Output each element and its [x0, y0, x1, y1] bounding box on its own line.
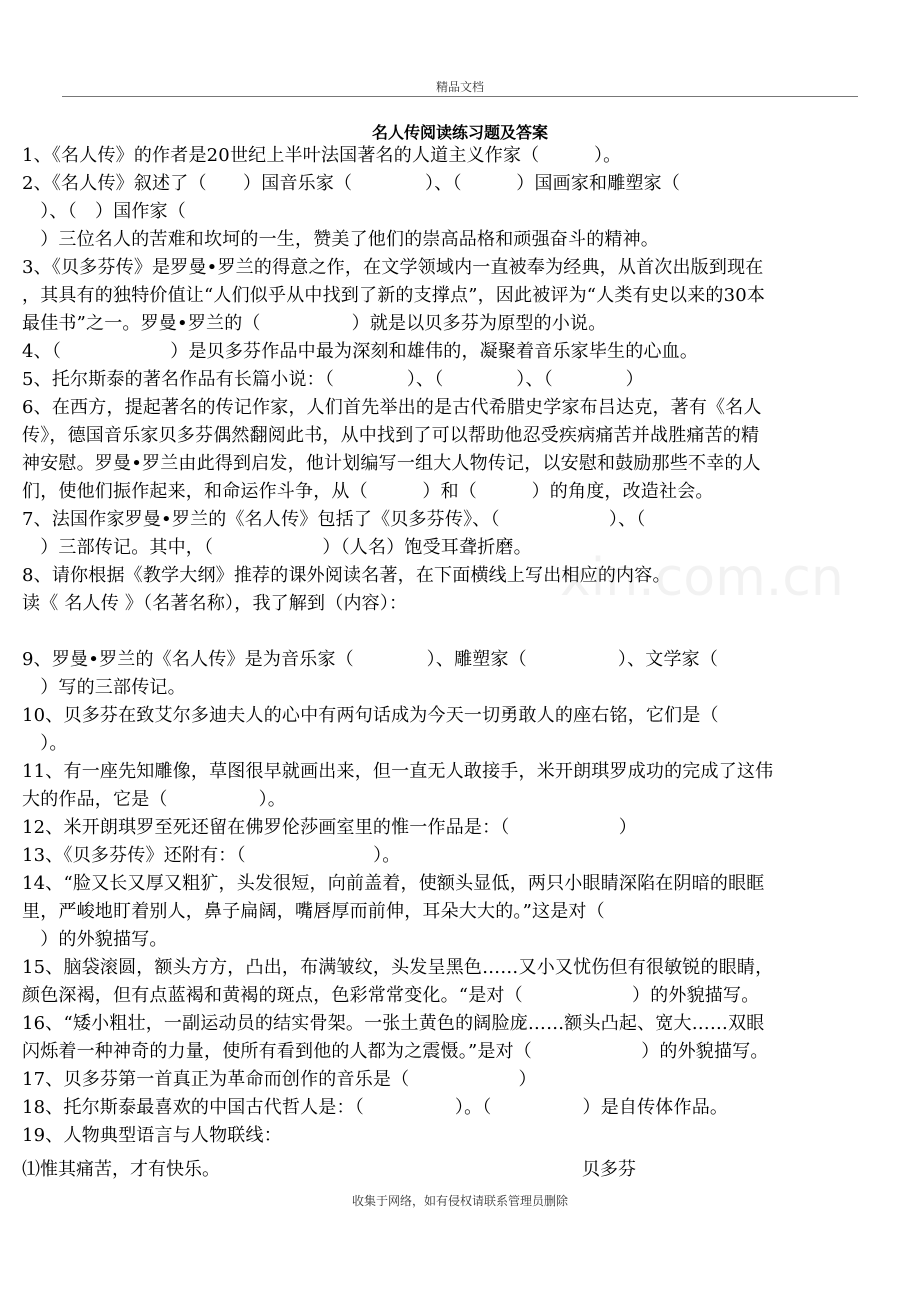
question-line: 6、在西方，提起著名的传记作家，人们首先举出的是古代希腊史学家布吕达克，著有《名人 — [22, 397, 762, 418]
question-line: 2、《名人传》叙述了（ ）国音乐家（ ）、（ ）国画家和雕塑家（ — [22, 173, 681, 194]
question-line: 12、米开朗琪罗至死还留在佛罗伦莎画室里的惟一作品是：（ ） — [22, 817, 637, 838]
question-line: 10、贝多芬在致艾尔多迪夫人的心中有两句话成为今天一切勇敢人的座右铭，它们是（ — [22, 705, 719, 726]
question-line: 闪烁着一种神奇的力量，使所有看到他的人都为之震慑。”是对（ ）的外貌描写。 — [22, 1041, 769, 1062]
matching-quote: ⑴惟其痛苦，才有快乐。 — [22, 1159, 220, 1180]
question-line: 13、《贝多芬传》还附有：（ ）。 — [22, 845, 401, 866]
question-line: ）、（ ）国作家（ — [22, 201, 186, 222]
question-line: ）的外貌描写。 — [22, 929, 168, 950]
watermark: xin.com.cn — [560, 548, 844, 608]
question-line: ）三位名人的苦难和坎坷的一生，赞美了他们的崇高品格和顽强奋斗的精神。 — [22, 229, 659, 250]
question-line: 15、脑袋滚圆，额头方方，凸出，布满皱纹，头发呈黑色……又小又忧伤但有很敏锐的眼睛， — [22, 957, 774, 978]
question-line: 最佳书”之一。罗曼•罗兰的（ ）就是以贝多芬为原型的小说。 — [22, 313, 607, 334]
question-line: 神安慰。罗曼•罗兰由此得到启发，他计划编写一组大人物传记，以安慰和鼓励那些不幸的人 — [22, 453, 761, 474]
question-list — [22, 142, 900, 1150]
question-line: ，其具有的独特价值让“人们似乎从中找到了新的支撑点”，因此被评为“人类有史以来的30本 — [22, 285, 766, 306]
question-line: 大的作品，它是（ ）。 — [22, 789, 286, 810]
page-footer: 收集于网络，如有侵权请联系管理员删除 — [351, 1194, 568, 1208]
question-line: 们，使他们振作起来，和命运作斗争，从（ ）和（ ）的角度，改造社会。 — [22, 481, 714, 502]
question-line: 4、（ ）是贝多芬作品中最为深刻和雄伟的，凝聚着音乐家毕生的心血。 — [22, 341, 699, 362]
question-line: 里，严峻地盯着别人，鼻子扁阔，嘴唇厚而前伸，耳朵大大的。”这是对（ — [22, 901, 605, 922]
question-line: 16、“矮小粗壮，一副运动员的结实骨架。一张土黄色的阔脸庞……额头凸起、宽大……双眼 — [22, 1013, 765, 1034]
matching-person: 贝多芬 — [582, 1159, 636, 1180]
question-line: 17、贝多芬第一首真正为革命而创作的音乐是（ ） — [22, 1069, 537, 1090]
question-line: 18、托尔斯泰最喜欢的中国古代哲人是：（ ）。（ ）是自传体作品。 — [22, 1097, 729, 1118]
document-title: 名人传阅读练习题及答案 — [371, 123, 548, 142]
question-line: 颜色深褐，但有点蓝褐和黄褐的斑点，色彩常常变化。“是对（ ）的外貌描写。 — [22, 985, 760, 1006]
question-line: 5、托尔斯泰的著名作品有长篇小说：（ ）、（ ）、（ ） — [22, 369, 644, 390]
question-line: 传》，德国音乐家贝多芬偶然翻阅此书，从中找到了可以帮助他忍受疾病痛苦并战胜痛苦的精 — [22, 425, 760, 446]
question-line: 7、法国作家罗曼•罗兰的《名人传》包括了《贝多芬传》、（ ）、（ — [22, 509, 646, 530]
question-line: 8、请你根据《教学大纲》推荐的课外阅读名著，在下面横线上写出相应的内容。 — [22, 565, 671, 586]
matching-row — [22, 1156, 900, 1184]
question-line: ）三部传记。其中，（ ）（人名）饱受耳聋折磨。 — [22, 537, 532, 558]
question-line: 9、罗曼•罗兰的《名人传》是为音乐家（ ）、雕塑家（ ）、文学家（ — [22, 649, 719, 670]
page-header: 精品文档 — [435, 80, 484, 94]
header-divider — [62, 96, 858, 97]
question-line: ）写的三部传记。 — [22, 677, 186, 698]
blank-answer-line — [22, 618, 900, 646]
question-line: 19、人物典型语言与人物联线： — [22, 1125, 282, 1146]
question-line: ）。 — [22, 733, 68, 754]
question-line: 1、《名人传》的作者是20世纪上半叶法国著名的人道主义作家（ ）。 — [22, 145, 622, 166]
question-line: 3、《贝多芬传》是罗曼•罗兰的得意之作，在文学领域内一直被奉为经典，从首次出版到现在 — [22, 257, 764, 278]
question-line: 11、有一座先知雕像，草图很早就画出来，但一直无人敢接手，米开朗琪罗成功的完成了这伟 — [22, 761, 774, 782]
question-line: 14、“脸又长又厚又粗犷，头发很短，向前盖着，使额头显低，两只小眼睛深陷在阴暗的眼眶 — [22, 873, 765, 894]
question-line: 读《 名人传 》（名著名称），我了解到（内容）： — [22, 593, 408, 614]
